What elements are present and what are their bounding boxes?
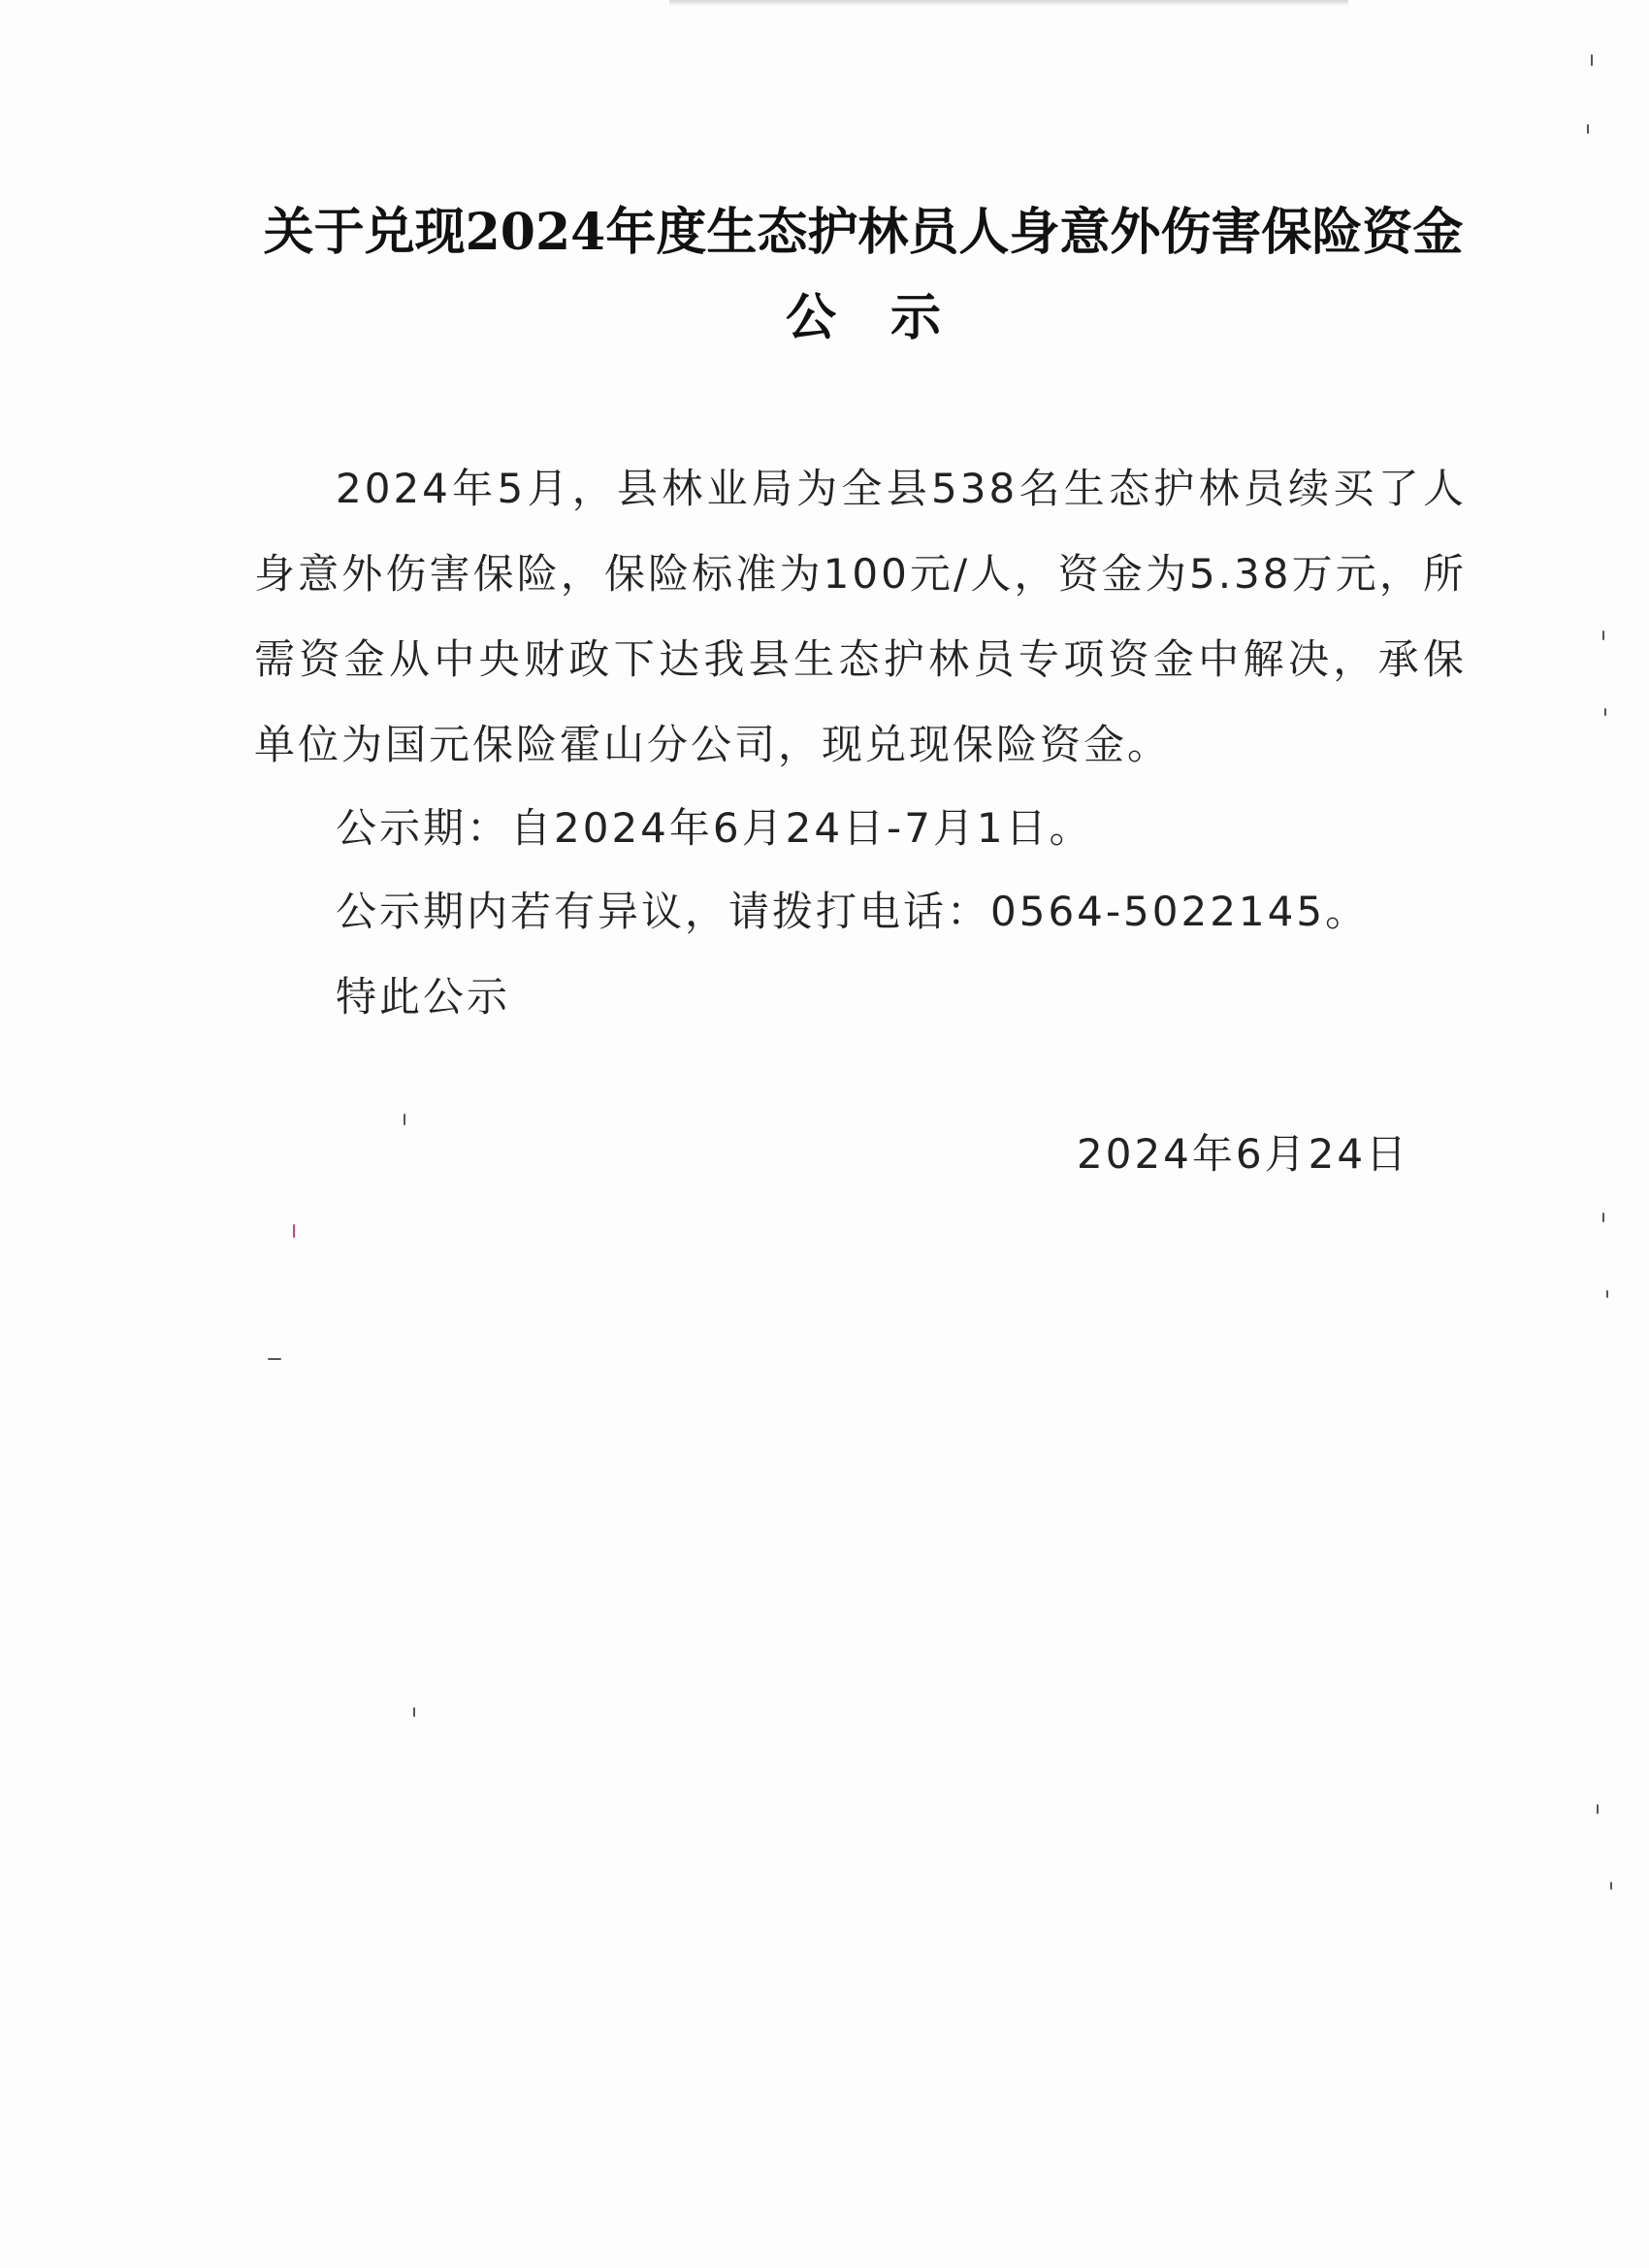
scan-speck	[268, 1358, 281, 1360]
scan-speck	[1591, 54, 1593, 66]
notice-title: 关于兑现2024年度生态护林员人身意外伤害保险资金	[263, 203, 1464, 262]
scan-speck	[413, 1707, 415, 1717]
notice-body-paragraph: 2024年5月，县林业局为全县538名生态护林员续买了人身意外伤害保险，保险标准为100元/人，资金为5.38万元，所需资金从中央财政下达我县生态护林员专项资金中解决，承保单位为国元保险霍山分公司，现兑现保险资金。	[254, 465, 1467, 768]
notice-subtitle: 公示	[785, 288, 995, 347]
notice-period: 公示期：自2024年6月24日-7月1日。	[336, 804, 1093, 852]
scan-speck	[1602, 1213, 1604, 1222]
scan-speck	[1602, 631, 1604, 640]
scan-speck	[1610, 1882, 1612, 1890]
scan-speck	[1587, 124, 1589, 134]
scan-speck	[1597, 1804, 1599, 1814]
scan-speck	[1606, 1290, 1608, 1298]
scan-speck	[404, 1114, 405, 1125]
scan-shadow	[669, 0, 1348, 6]
notice-contact: 公示期内若有异议，请拨打电话：0564-5022145。	[336, 888, 1370, 935]
scan-speck	[1604, 708, 1606, 716]
notice-date: 2024年6月24日	[1077, 1130, 1410, 1178]
notice-closing: 特此公示	[336, 973, 511, 1021]
scan-speck	[293, 1224, 295, 1238]
